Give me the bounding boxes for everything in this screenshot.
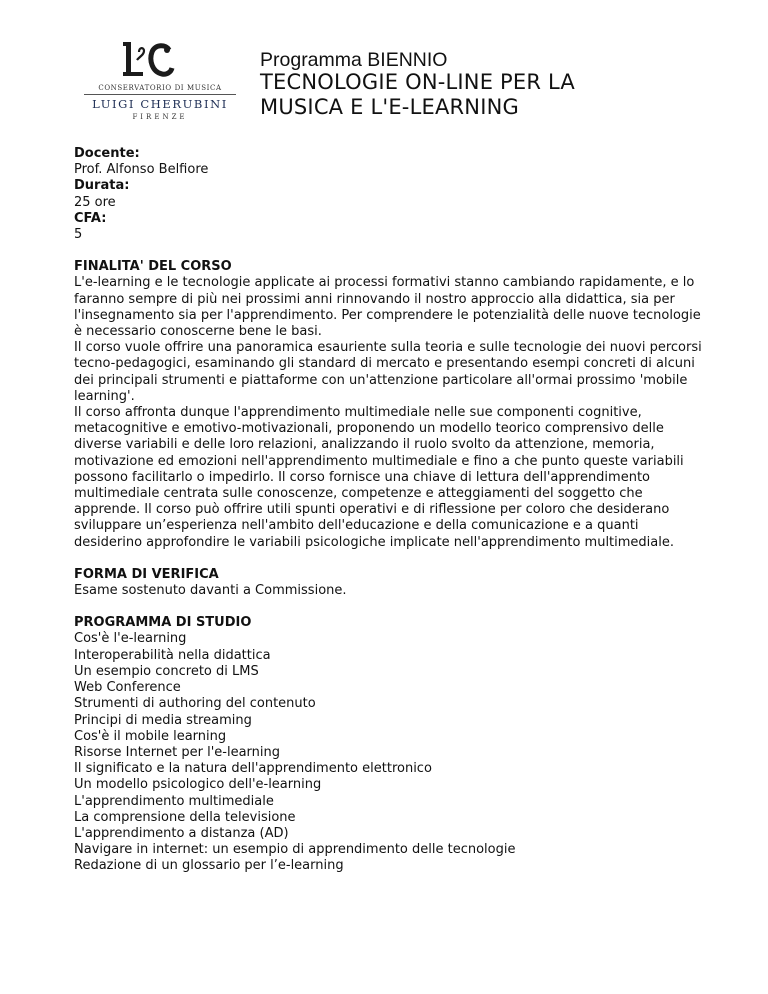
programma-item: Principi di media streaming <box>74 712 252 728</box>
programma-item: Un esempio concreto di LMS <box>74 663 259 679</box>
programma-item: Web Conference <box>74 680 181 696</box>
programma-item: Interoperabilità nella didattica <box>74 647 271 663</box>
program-label: Programma BIENNIO <box>260 49 448 71</box>
logo-city: FIRENZE <box>132 113 188 121</box>
logo-institution-name: LUIGI CHERUBINI <box>92 97 228 111</box>
document-header <box>0 0 768 140</box>
programma-item: Risorse Internet per l'e-learning <box>74 744 281 760</box>
document-body <box>74 146 702 875</box>
verifica-title: FORMA DI VERIFICA <box>74 566 219 582</box>
finalita-paragraph: Il corso vuole offrire una panoramica esauriente sulla teoria e sulle tecnologie dei nuovi percorsi tecno-pedagogici, esaminando gli standard di mercato e presentando esempi concreti di alcuni dei principali strumenti e piattaforme con un'attenzione particolare all'ormai prossimo 'mobile learning'. <box>74 340 702 404</box>
verifica-text: Esame sostenuto davanti a Commissione. <box>74 583 347 599</box>
finalita-paragraph: L'e-learning e le tecnologie applicate ai processi formativi stanno cambiando rapidamente, e lo faranno sempre di più nei prossimi anni rinnovando il nostro approccio alla didattica, sia per l'insegnamento sia per l'apprendimento. Per comprendere le potenzialità delle nuove tecnologie è necessario conoscerne bene le basi. <box>74 275 701 340</box>
finalita-title: FINALITA' DEL CORSO <box>74 259 232 275</box>
conservatory-logo <box>72 38 248 122</box>
finalita-paragraph: Il corso affronta dunque l'apprendimento multimediale nelle sue componenti cognitive, metacognitive e emotivo-motivazionali, proponendo un modello teorico comprensivo delle diverse variabili e delle loro relazioni, analizzando il ruolo svolto da attenzione, memoria, motivazione ed emozioni nell'apprendimento multimediale e fino a che punto queste variabili possono facilitarlo o impedirlo. Il corso fornisce una chiave di lettura dell'apprendimento multimediale centrata sulle conoscenze, competenze e atteggiamenti del soggetto che apprende. Il corso può offrire utili spunti operativi e di riflessione per coloro che desiderano sviluppare un’esperienza nell'ambito dell'educazione e della comunicazione e a quanti desiderino approfondire le variabili psicologiche implicate nell'apprendimento multimediale. <box>74 405 684 550</box>
section-spacer <box>74 551 702 567</box>
logo-conservatory-label: CONSERVATORIO DI MUSICA <box>98 84 222 92</box>
programma-item: Il significato e la natura dell'apprendimento elettronico <box>74 761 432 777</box>
cfa-value: 5 <box>74 227 83 243</box>
durata-value: 25 ore <box>74 194 116 210</box>
programma-item: Cos'è l'e-learning <box>74 631 187 647</box>
logo-divider <box>84 94 236 95</box>
programma-item: L'apprendimento multimediale <box>74 793 274 809</box>
programma-title: PROGRAMMA DI STUDIO <box>74 615 252 631</box>
cfa-label: CFA: <box>74 210 107 226</box>
docente-value: Prof. Alfonso Belfiore <box>74 162 209 178</box>
section-spacer <box>74 243 702 259</box>
programma-item: Redazione di un glossario per l’e-learning <box>74 858 344 874</box>
section-spacer <box>74 599 702 615</box>
programma-item: Un modello psicologico dell'e-learning <box>74 777 322 793</box>
durata-label: Durata: <box>74 178 130 194</box>
programma-item: La comprensione della televisione <box>74 809 296 825</box>
conservatory-monogram-icon <box>117 38 177 82</box>
docente-label: Docente: <box>74 146 140 161</box>
programma-item: Navigare in internet: un esempio di apprendimento delle tecnologie <box>74 842 516 858</box>
programma-item: Strumenti di authoring del contenuto <box>74 696 316 712</box>
programma-item: L'apprendimento a distanza (AD) <box>74 825 289 841</box>
programma-list <box>74 631 702 874</box>
programma-item: Cos'è il mobile learning <box>74 728 227 744</box>
course-title: TECNOLOGIE ON-LINE PER LA MUSICA E L'E-LEARNING <box>260 70 575 119</box>
